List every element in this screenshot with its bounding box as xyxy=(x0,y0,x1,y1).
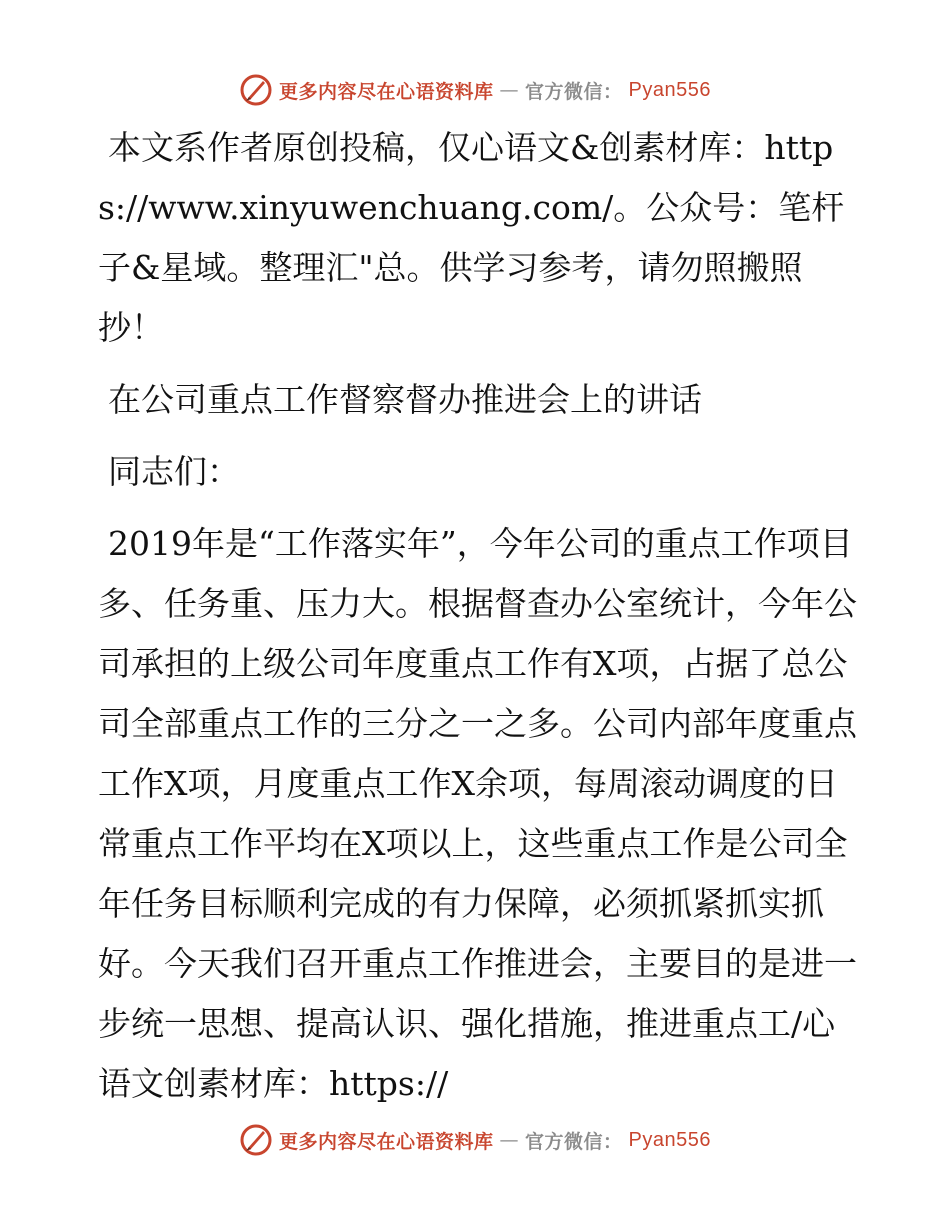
watermark-wechat-id: Pyan556 xyxy=(628,1128,711,1151)
watermark-official-label: 官方微信： xyxy=(525,1130,623,1153)
watermark-separator: — xyxy=(499,79,520,101)
watermark-official-label: 官方微信： xyxy=(525,80,623,103)
intro-paragraph: 本文系作者原创投稿，仅心语文&创素材库：https://www.xinyuwenchuang.com/。公众号：笔杆子&星域。整理汇"总。供学习参考，请勿照搬照抄！ xyxy=(98,128,845,347)
watermark-footer xyxy=(0,1120,950,1160)
salutation: 同志们： xyxy=(108,452,240,491)
quill-logo-icon xyxy=(239,73,273,107)
watermark-header xyxy=(0,70,950,110)
watermark-main-text: 更多内容尽在心语资料库 xyxy=(279,1130,494,1153)
watermark-main-text: 更多内容尽在心语资料库 xyxy=(279,80,494,103)
watermark-wechat-id: Pyan556 xyxy=(628,78,711,101)
document-body xyxy=(98,118,858,1126)
quill-logo-icon xyxy=(239,1123,273,1157)
body-paragraph: 2019年是“工作落实年”，今年公司的重点工作项目多、任务重、压力大。根据督查办公室统计，今年公司承担的上级公司年度重点工作有X项，占据了总公司全部重点工作的三分之一之多。公司内部年度重点工作X项，月度重点工作X余项，每周滚动调度的日常重点工作平均在X项以上，这些重点工作是公司全年任务目标顺利完成的有力保障，必须抓紧抓实抓好。今天我们召开重点工作推进会，主要目的是进一步统一思想、提高认识、强化措施，推进重点工/心语文创素材库：https:// xyxy=(98,524,857,1103)
watermark-separator: — xyxy=(499,1129,520,1151)
document-title: 在公司重点工作督察督办推进会上的讲话 xyxy=(108,380,702,419)
